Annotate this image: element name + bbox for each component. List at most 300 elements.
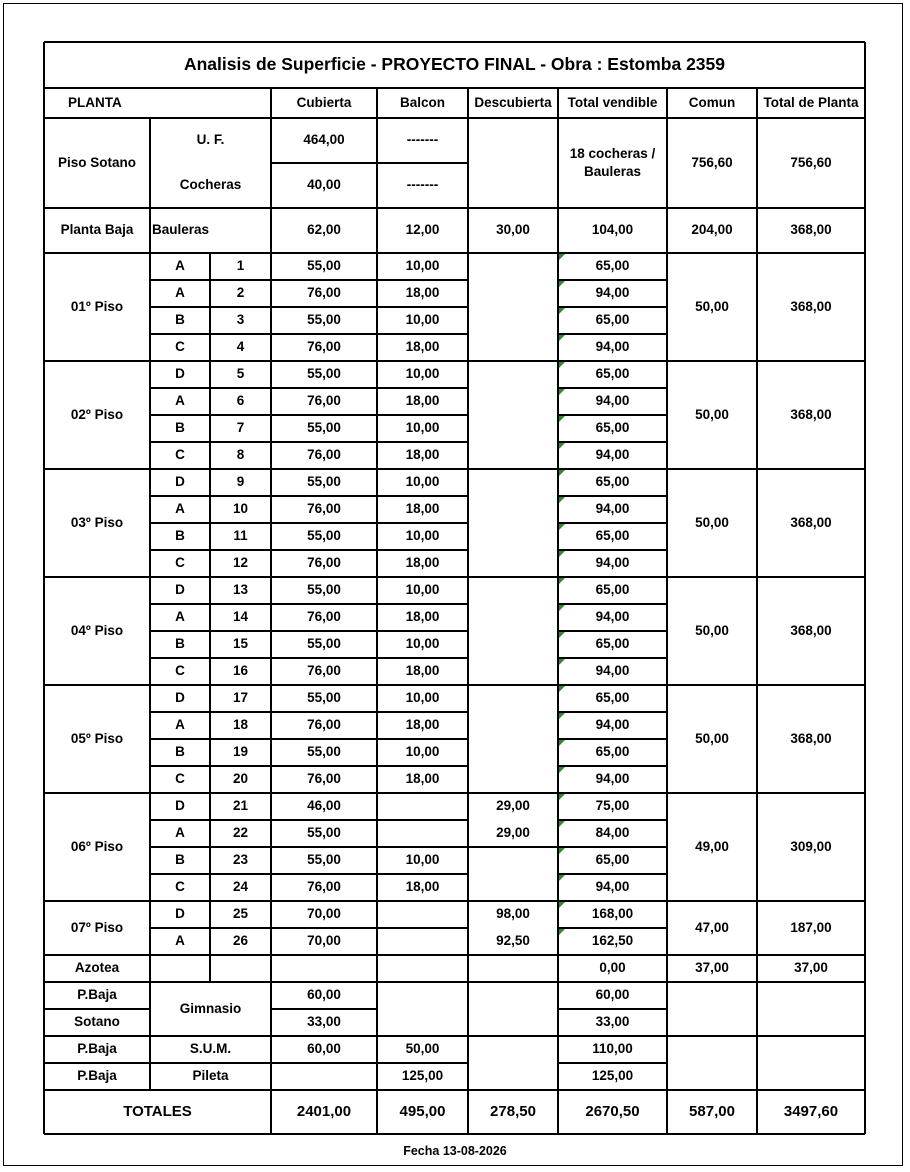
cell-descubierta [468, 469, 558, 496]
cell-descubierta [468, 496, 558, 523]
unit-letter: C [175, 663, 185, 679]
cell-total-vendible: 168,00 [591, 906, 634, 922]
grid-line [557, 469, 558, 577]
comment-marker-icon [559, 551, 565, 557]
grid-line [376, 685, 377, 793]
floor-label: 05º Piso [70, 730, 124, 746]
comment-marker-icon [559, 416, 565, 422]
cell-balcon: 50,00 [405, 1041, 440, 1057]
grid-line [467, 577, 468, 685]
unit-number: 12 [232, 555, 249, 571]
cell-total-planta: 368,00 [790, 222, 832, 238]
comment-marker-icon [559, 740, 565, 746]
unit-number: 3 [236, 312, 245, 328]
cell-descubierta [468, 847, 558, 874]
cell-cubierta: 55,00 [307, 636, 341, 652]
cell-cubierta: 55,00 [307, 528, 341, 544]
total-descubierta: 278,50 [490, 1102, 536, 1120]
unit-number: 5 [236, 366, 245, 382]
cell-total-vendible: 65,00 [595, 528, 630, 544]
cell-cubierta: 76,00 [307, 771, 341, 787]
grid-line [558, 657, 667, 658]
cell-balcon: 18,00 [405, 609, 440, 625]
cell-balcon [377, 820, 468, 847]
cell-total-vendible: 94,00 [595, 879, 630, 895]
cell-total-planta: 368,00 [790, 514, 832, 530]
comment-marker-icon [559, 281, 565, 287]
cell-cubierta: 76,00 [307, 447, 341, 463]
unit-number: 17 [232, 690, 249, 706]
unit-number: 8 [236, 447, 245, 463]
grid-line [558, 387, 667, 388]
cell-cubierta: 46,00 [307, 798, 341, 814]
unit-letter: D [175, 798, 185, 814]
floor-label: 03º Piso [70, 514, 124, 530]
comment-marker-icon [559, 902, 565, 908]
cell-balcon: 10,00 [405, 690, 440, 706]
grid-line [756, 88, 757, 118]
cell-total-vendible: 65,00 [595, 582, 630, 598]
grid-line [467, 88, 468, 118]
grid-line [270, 1090, 271, 1134]
cell-balcon: 10,00 [405, 474, 440, 490]
comment-marker-icon [559, 686, 565, 692]
sub-label: Cocheras [179, 177, 242, 193]
cell-descubierta [468, 577, 558, 604]
grid-line [666, 955, 667, 982]
cell-balcon: 18,00 [405, 285, 440, 301]
cell-total-vendible: 65,00 [595, 474, 630, 490]
comment-marker-icon [559, 578, 565, 584]
cell-total-vendible: 94,00 [595, 609, 630, 625]
cell-descubierta [468, 739, 558, 766]
grid-line [558, 927, 667, 928]
grid-line [270, 577, 271, 685]
grid-line [864, 42, 866, 1134]
cell-cubierta: 76,00 [307, 501, 341, 517]
grid-line [376, 982, 377, 1036]
grid-line [44, 1133, 865, 1135]
cell-comun: 204,00 [691, 222, 733, 238]
comment-marker-icon [559, 443, 565, 449]
cell-balcon: 10,00 [405, 636, 440, 652]
unit-letter: A [175, 933, 185, 949]
grid-line [376, 88, 377, 118]
grid-line [558, 495, 667, 496]
unit-letter: A [175, 258, 185, 274]
grid-line [376, 361, 377, 469]
unit-number: 4 [236, 339, 245, 355]
cell-total-vendible: 104,00 [591, 222, 634, 238]
unit-number: 11 [233, 528, 248, 544]
cell-total-vendible: 94,00 [595, 771, 630, 787]
unit-number: 22 [232, 825, 249, 841]
grid-line [467, 901, 468, 955]
row-label: P.Baja [77, 987, 117, 1003]
total-vendible: 2670,50 [585, 1102, 640, 1120]
cell-total-vendible: 84,00 [595, 825, 630, 841]
grid-line [558, 873, 667, 874]
grid-line [666, 901, 667, 955]
grid-line [558, 279, 667, 280]
grid-line [467, 253, 468, 361]
grid-line [150, 495, 468, 496]
grid-line [558, 306, 667, 307]
grid-line [467, 118, 468, 208]
unit-number: 2 [236, 285, 245, 301]
grid-line [557, 1090, 558, 1134]
grid-line [557, 577, 558, 685]
cell-total-vendible: 94,00 [595, 663, 630, 679]
comment-marker-icon [559, 389, 565, 395]
unit-number: 10 [232, 501, 249, 517]
cell-total-vendible: 65,00 [595, 744, 630, 760]
cell-total-planta: 187,00 [790, 919, 832, 935]
unit-letter: B [175, 528, 185, 544]
cell-balcon: 18,00 [405, 447, 440, 463]
grid-line [270, 469, 271, 577]
cell-cubierta: 55,00 [307, 852, 341, 868]
cell-total-planta: 37,00 [794, 960, 828, 976]
cell-cubierta: 70,00 [307, 906, 341, 922]
cell-total-vendible: 65,00 [595, 420, 630, 436]
cell-total-planta: 368,00 [790, 406, 832, 422]
grid-line [150, 333, 468, 334]
grid-line [150, 738, 468, 739]
grid-line [756, 253, 757, 361]
comment-marker-icon [559, 713, 565, 719]
grid-line [270, 361, 271, 469]
unit-number: 13 [232, 582, 249, 598]
cell-cubierta: 76,00 [307, 717, 341, 733]
cell-descubierta [468, 604, 558, 631]
grid-line [666, 1036, 667, 1090]
grid-line [558, 522, 667, 523]
cell-cubierta: 464,00 [303, 132, 345, 148]
comment-marker-icon [559, 524, 565, 530]
grid-line [44, 1062, 468, 1063]
total-planta: 3497,60 [783, 1102, 839, 1120]
column-header: Balcon [399, 94, 445, 110]
unit-number: 20 [232, 771, 249, 787]
grid-line [44, 41, 865, 43]
grid-line [376, 253, 377, 361]
cell-total-vendible: 60,00 [595, 987, 630, 1003]
comment-marker-icon [559, 794, 565, 800]
grid-line [44, 1008, 150, 1009]
grid-line [558, 549, 667, 550]
cell-comun: 50,00 [695, 730, 729, 746]
cell-descubierta [468, 766, 558, 793]
grid-line [149, 577, 150, 685]
floor-label: 04º Piso [70, 622, 124, 638]
cell-balcon: 18,00 [405, 879, 440, 895]
unit-letter: B [175, 420, 185, 436]
grid-line [467, 1036, 468, 1090]
column-header: Comun [688, 94, 736, 110]
grid-line [43, 42, 45, 1134]
comment-marker-icon [559, 254, 565, 260]
cell-comun: 50,00 [695, 298, 729, 314]
unit-number: 9 [236, 474, 245, 490]
total-balcon: 495,00 [399, 1102, 446, 1120]
cell-total-vendible: 65,00 [595, 312, 630, 328]
cell-cubierta: 55,00 [307, 258, 341, 274]
cell-total-planta: 368,00 [790, 298, 832, 314]
grid-line [150, 873, 468, 874]
cell-balcon: 10,00 [405, 258, 440, 274]
row-label: P.Baja [77, 1041, 117, 1057]
cell-cubierta: 76,00 [307, 663, 341, 679]
cell-cubierta: 55,00 [307, 744, 341, 760]
grid-line [467, 955, 468, 982]
comment-marker-icon [559, 470, 565, 476]
cell-cubierta: 33,00 [307, 1014, 341, 1030]
floor-label: 07º Piso [70, 919, 124, 935]
cell-balcon [377, 901, 468, 928]
cell-cubierta: 70,00 [307, 933, 341, 949]
unit-letter: C [175, 771, 185, 787]
grid-line [209, 955, 210, 982]
cell-comun: 50,00 [695, 514, 729, 530]
cell-total-planta: 368,00 [790, 622, 832, 638]
cell-total-planta: 309,00 [790, 838, 832, 854]
cell-descubierta [468, 685, 558, 712]
grid-line [557, 118, 558, 208]
cell-cubierta: 76,00 [307, 609, 341, 625]
grid-line [666, 577, 667, 685]
unit-number: 15 [232, 636, 249, 652]
grid-line [756, 469, 757, 577]
amenity-name: Gimnasio [179, 1000, 242, 1016]
column-header: PLANTA [68, 94, 122, 110]
grid-line [149, 982, 150, 1036]
grid-line [149, 685, 150, 793]
cell-descubierta: 92,50 [496, 933, 530, 949]
grid-line [376, 118, 377, 208]
cell-descubierta [468, 415, 558, 442]
grid-line [666, 88, 667, 118]
cell-cubierta: 55,00 [307, 582, 341, 598]
grid-line [149, 955, 150, 982]
unit-number: 6 [236, 393, 245, 409]
grid-line [666, 793, 667, 901]
unit-letter: C [175, 447, 185, 463]
cell-descubierta [468, 523, 558, 550]
grid-line [271, 162, 468, 163]
grid-line [270, 685, 271, 793]
cell-balcon: 12,00 [405, 222, 440, 238]
grid-line [149, 208, 150, 253]
grid-line [376, 955, 377, 982]
sub-label: U. F. [196, 132, 225, 148]
grid-line [270, 1036, 271, 1090]
cell-cubierta [271, 1063, 377, 1090]
unit-number: 26 [232, 933, 249, 949]
cell-descubierta: 98,00 [496, 906, 530, 922]
cell-cubierta: 55,00 [307, 690, 341, 706]
grid-line [270, 88, 271, 118]
unit-letter: B [175, 852, 185, 868]
grid-line [150, 279, 468, 280]
grid-line [756, 118, 757, 208]
cell-cubierta: 55,00 [307, 825, 341, 841]
cell-cubierta: 55,00 [307, 474, 341, 490]
unit-letter: A [175, 501, 185, 517]
unit-letter: D [175, 582, 185, 598]
cell-balcon: 18,00 [405, 663, 440, 679]
grid-line [150, 927, 468, 928]
cell-cubierta: 60,00 [307, 1041, 341, 1057]
grid-line [270, 901, 271, 955]
cell-balcon: 18,00 [405, 501, 440, 517]
cell-comun: 50,00 [695, 406, 729, 422]
unit-number: 18 [232, 717, 249, 733]
unit-number: 24 [232, 879, 249, 895]
cell-cubierta: 76,00 [307, 555, 341, 571]
comment-marker-icon [559, 767, 565, 773]
totals-label: TOTALES [123, 1102, 192, 1120]
sub-label: Bauleras [152, 222, 210, 238]
cell-descubierta [468, 658, 558, 685]
unit-letter: A [175, 285, 185, 301]
cell-descubierta [468, 442, 558, 469]
grid-line [149, 469, 150, 577]
cell-cubierta: 76,00 [307, 339, 341, 355]
grid-line [376, 577, 377, 685]
grid-line [150, 846, 468, 847]
cell-descubierta [468, 361, 558, 388]
cell-cubierta: 62,00 [307, 222, 341, 238]
cell-descubierta [468, 253, 558, 280]
cell-balcon: 18,00 [405, 339, 440, 355]
cell-descubierta [468, 334, 558, 361]
cell-total-planta: 756,60 [790, 154, 832, 170]
cell-balcon: 125,00 [401, 1068, 444, 1084]
grid-line [756, 208, 757, 253]
grid-line [150, 603, 468, 604]
comment-marker-icon [559, 497, 565, 503]
grid-line [666, 118, 667, 208]
comment-marker-icon [559, 632, 565, 638]
unit-number: 19 [232, 744, 249, 760]
grid-line [270, 982, 271, 1036]
cell-cubierta: 55,00 [307, 420, 341, 436]
grid-line [467, 1090, 468, 1134]
comment-marker-icon [559, 335, 565, 341]
grid-line [558, 765, 667, 766]
cell-total-vendible: 94,00 [595, 717, 630, 733]
grid-line [666, 208, 667, 253]
grid-line [557, 685, 558, 793]
grid-line [558, 1062, 667, 1063]
cell-balcon: 10,00 [405, 744, 440, 760]
column-header: Total de Planta [763, 94, 859, 110]
grid-line [209, 253, 210, 361]
unit-letter: C [175, 555, 185, 571]
unit-letter: B [175, 636, 185, 652]
grid-line [558, 738, 667, 739]
grid-line [558, 630, 667, 631]
grid-line [467, 469, 468, 577]
grid-line [150, 765, 468, 766]
grid-line [558, 711, 667, 712]
grid-line [666, 685, 667, 793]
grid-line [209, 685, 210, 793]
grid-line [150, 657, 468, 658]
cell-descubierta [468, 712, 558, 739]
row-label: P.Baja [77, 1068, 117, 1084]
cell-balcon: ------- [406, 177, 439, 193]
cell-comun: 49,00 [695, 838, 729, 854]
grid-line [150, 711, 468, 712]
cell-descubierta [468, 307, 558, 334]
unit-number: 21 [232, 798, 249, 814]
grid-line [149, 1036, 150, 1090]
grid-line [666, 982, 667, 1036]
cell-descubierta: 29,00 [496, 798, 530, 814]
grid-line [149, 901, 150, 955]
grid-line [467, 208, 468, 253]
grid-line [376, 1036, 377, 1090]
comment-marker-icon [559, 308, 565, 314]
comment-marker-icon [559, 821, 565, 827]
grid-line [270, 208, 271, 253]
cell-descubierta: 30,00 [496, 222, 530, 238]
total-cubierta: 2401,00 [296, 1102, 352, 1120]
grid-line [150, 306, 468, 307]
cell-total-vendible: 94,00 [595, 501, 630, 517]
grid-line [270, 118, 271, 208]
cell-total-vendible: 94,00 [595, 285, 630, 301]
grid-line [557, 208, 558, 253]
grid-line [467, 685, 468, 793]
grid-line [756, 1036, 757, 1090]
grid-line [150, 522, 468, 523]
grid-line [149, 793, 150, 901]
cell-total-vendible: 162,50 [591, 933, 634, 949]
cell-total-vendible: 65,00 [595, 636, 630, 652]
grid-line [149, 253, 150, 361]
grid-line [558, 333, 667, 334]
grid-line [756, 361, 757, 469]
amenity-name: Pileta [192, 1068, 229, 1084]
cell-balcon: 18,00 [405, 393, 440, 409]
grid-line [756, 1090, 757, 1134]
grid-line [149, 361, 150, 469]
grid-line [209, 793, 210, 901]
cell-balcon [377, 793, 468, 820]
cell-total-vendible: 33,00 [595, 1014, 630, 1030]
comment-marker-icon [559, 659, 565, 665]
cell-descubierta [468, 874, 558, 901]
cell-cubierta: 76,00 [307, 393, 341, 409]
unit-letter: C [175, 879, 185, 895]
comment-marker-icon [559, 929, 565, 935]
cell-comun: 756,60 [691, 154, 733, 170]
row-label: Piso Sotano [57, 154, 136, 170]
grid-line [150, 819, 468, 820]
unit-number: 7 [236, 420, 245, 436]
grid-line [467, 982, 468, 1036]
grid-line [557, 955, 558, 982]
column-header: Descubierta [474, 94, 552, 110]
cell-balcon: 18,00 [405, 555, 440, 571]
grid-line [150, 630, 468, 631]
cell-descubierta [468, 388, 558, 415]
grid-line [557, 982, 558, 1036]
grid-line [557, 901, 558, 955]
